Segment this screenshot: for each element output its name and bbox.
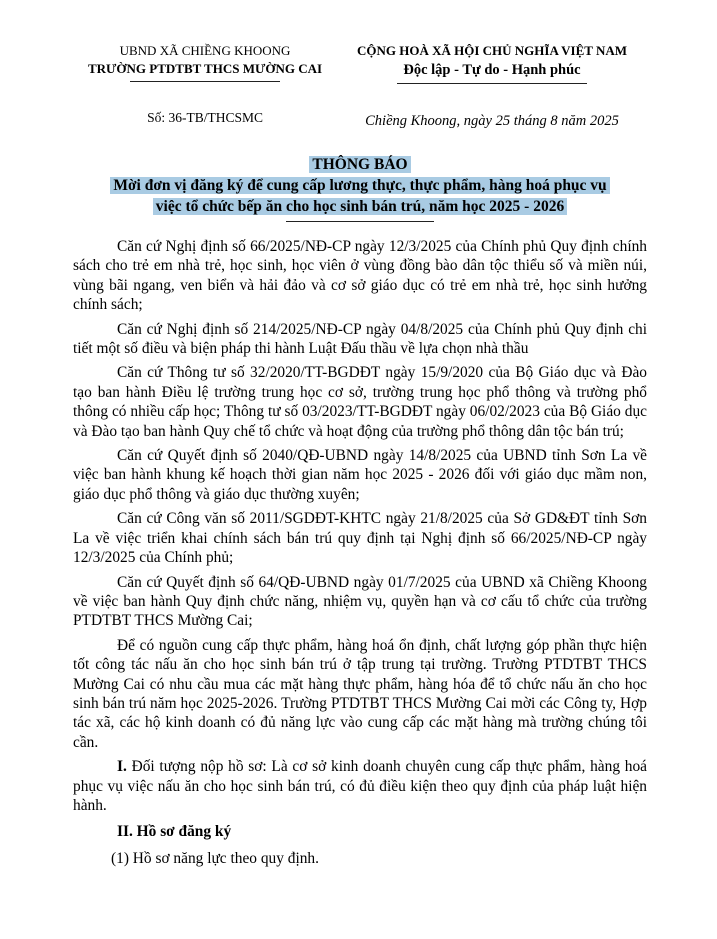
org-parent-name: UBND XÃ CHIỀNG KHOONG (119, 43, 291, 58)
notice-subtitle-line-2 (73, 196, 647, 217)
section-1-number: I. (117, 758, 127, 776)
document-meta-row (73, 110, 647, 130)
org-underline (130, 81, 280, 82)
paragraph-legal-basis-4: Căn cứ Quyết định số 2040/QĐ-UBND ngày 14/8/2025 của UBND tỉnh Sơn La về việc ban hành khung kế hoạch thời gian năm học 2025 - 2026 đối với giáo dục mầm non, giáo dục phổ thông và giáo dục thường xuyên; (73, 447, 647, 503)
issuing-org-block (73, 42, 337, 82)
section-1 (73, 757, 647, 815)
paragraph-legal-basis-5: Căn cứ Công văn số 2011/SGDĐT-KHTC ngày 21/8/2025 của Sở GD&ĐT tỉnh Sơn La về việc triển khai chính sách bán trú quy định tại Nghị định số 66/2025/NĐ-CP ngày 12/3/2025 của Chính phủ; (73, 510, 647, 567)
notice-subtitle-1: Mời đơn vị đăng ký để cung cấp lương thực, thực phẩm, hàng hoá phục vụ (110, 177, 609, 194)
section-1-text: Đối tượng nộp hồ sơ: Là cơ sở kinh doanh chuyên cung cấp thực phẩm, hàng hoá phục vụ việc nấu ăn cho học sinh bán trú, có đủ điều kiện theo quy định của pháp luật hiện hành. (73, 758, 647, 814)
list-item-1: (1) Hồ sơ năng lực theo quy định. (111, 849, 319, 867)
document-body (73, 237, 647, 868)
title-underline (286, 221, 434, 222)
paragraph-legal-basis-1: Căn cứ Nghị định số 66/2025/NĐ-CP ngày 12/3/2025 của Chính phủ Quy định chính sách cho trẻ em nhà trẻ, học sinh, học viên ở vùng đồng bào dân tộc thiểu số và miền núi, vùng bãi ngang, ven biển và hải đảo và cơ sở giáo dục có trẻ em nhà trẻ, học sinh hưởng chính sách; (73, 238, 647, 314)
paragraph-legal-basis-6: Căn cứ Quyết định số 64/QĐ-UBND ngày 01/7/2025 của UBND xã Chiềng Khoong về việc ban hành Quy định chức năng, nhiệm vụ, quyền hạn và cơ cấu tổ chức của trường PTDTBT THCS Mường Cai; (73, 573, 647, 630)
paragraph-purpose: Để có nguồn cung cấp thực phẩm, hàng hoá ổn định, chất lượng góp phần thực hiện tốt công tác nấu ăn cho học sinh bán trú ở tập trung tại trường. Trường PTDTBT THCS Mường Cai có nhu cầu mua các mặt hàng thực phẩm, hàng hóa để tổ chức nấu ăn cho học sinh bán trú năm học 2025-2026. Trường PTDTBT THCS Mường Cai mời các Công ty, Hợp tác xã, các hộ kinh doanh có đủ năng lực vào cung cấp các mặt hàng mà trường chúng tôi cần. (73, 636, 647, 751)
paragraph-legal-basis-3: Căn cứ Thông tư số 32/2020/TT-BGDĐT ngày 15/9/2020 của Bộ Giáo dục và Đào tạo ban hành Điều lệ trường trung học cơ sở, trường trung học phổ thông và trường phổ thông có nhiều cấp học; Thông tư số 03/2023/TT-BGDĐT ngày 06/02/2023 của Bộ Giáo dục và Đào tạo ban hành Quy chế tổ chức và hoạt động của trường phổ thông dân tộc bán trú; (73, 364, 647, 440)
notice-title-line (73, 154, 647, 175)
org-school-name: TRƯỜNG PTDTBT THCS MƯỜNG CAI (88, 61, 323, 76)
document-header (73, 42, 647, 84)
notice-title: THÔNG BÁO (309, 156, 410, 173)
motto-underline (397, 83, 587, 84)
document-number: Số: 36-TB/THCSMC (147, 110, 263, 125)
notice-subtitle-2: việc tổ chức bếp ăn cho học sinh bán trú, năm học 2025 - 2026 (153, 198, 567, 215)
national-title: CỘNG HOÀ XÃ HỘI CHỦ NGHĨA VIỆT NAM (356, 43, 628, 58)
notice-subtitle-line-1 (73, 175, 647, 196)
national-header-block (337, 42, 647, 84)
place-date: Chiềng Khoong, ngày 25 tháng 8 năm 2025 (365, 113, 619, 129)
notice-title-block (73, 154, 647, 222)
national-motto: Độc lập - Tự do - Hạnh phúc (403, 62, 581, 78)
section-2-heading: II. Hồ sơ đăng ký (117, 823, 232, 841)
paragraph-legal-basis-2: Căn cứ Nghị định số 214/2025/NĐ-CP ngày 04/8/2025 của Chính phủ Quy định chi tiết một số điều và biện pháp thi hành Luật Đấu thầu về lựa chọn nhà thầu (73, 320, 647, 358)
